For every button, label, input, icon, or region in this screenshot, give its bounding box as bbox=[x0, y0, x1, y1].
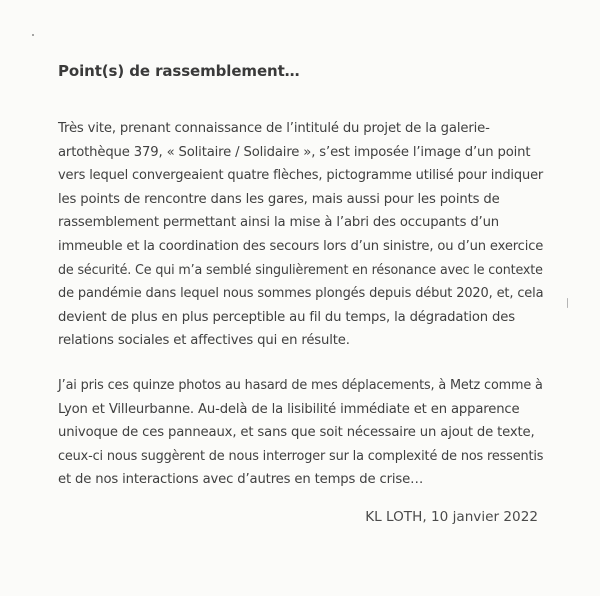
paragraph-2 bbox=[58, 374, 544, 492]
paragraph-1 bbox=[58, 117, 544, 353]
text-line: de pandémie dans lequel nous sommes plongés depuis début 2020, et, cela bbox=[58, 286, 544, 302]
text-line: Très vite, prenant connaissance de l’intitulé du projet de la galerie- bbox=[58, 121, 490, 136]
text-line: devient de plus en plus perceptible au fil du temps, la dégradation des bbox=[58, 309, 515, 325]
document-title: Point(s) de rassemblement… bbox=[58, 62, 300, 80]
text-line: les points de rencontre dans les gares, mais aussi pour les points de bbox=[58, 191, 500, 207]
signature: KL LOTH, 10 janvier 2022 bbox=[365, 509, 538, 525]
text-line: rassemblement permettant ainsi la mise à l’abri des occupants d’un bbox=[58, 215, 500, 231]
text-line: de sécurité. Ce qui m’a semblé singulièrement en résonance avec le contexte bbox=[58, 262, 543, 278]
text-line: J’ai pris ces quinze photos au hasard de mes déplacements, à Metz comme à bbox=[58, 378, 543, 393]
text-line: Lyon et Villeurbanne. Au-delà de la lisibilité immédiate et en apparence bbox=[58, 401, 520, 417]
paper-speck bbox=[567, 298, 568, 308]
text-line: univoque de ces panneaux, et sans que soit nécessaire un ajout de texte, bbox=[58, 425, 535, 441]
text-line: vers lequel convergeaient quatre flèches, pictogramme utilisé pour indiquer bbox=[58, 168, 544, 184]
text-line: artothèque 379, « Solitaire / Solidaire », s’est imposée l’image d’un point bbox=[58, 144, 531, 160]
text-line: immeuble et la coordination des secours lors d’un sinistre, ou d’un exercice bbox=[58, 238, 544, 254]
text-line: et de nos interactions avec d’autres en temps de crise… bbox=[58, 472, 424, 488]
text-line: ceux-ci nous suggèrent de nous interroger sur la complexité de nos ressentis bbox=[58, 448, 544, 464]
paper-speck bbox=[32, 34, 34, 36]
text-line: relations sociales et affectives qui en résulte. bbox=[58, 333, 350, 349]
